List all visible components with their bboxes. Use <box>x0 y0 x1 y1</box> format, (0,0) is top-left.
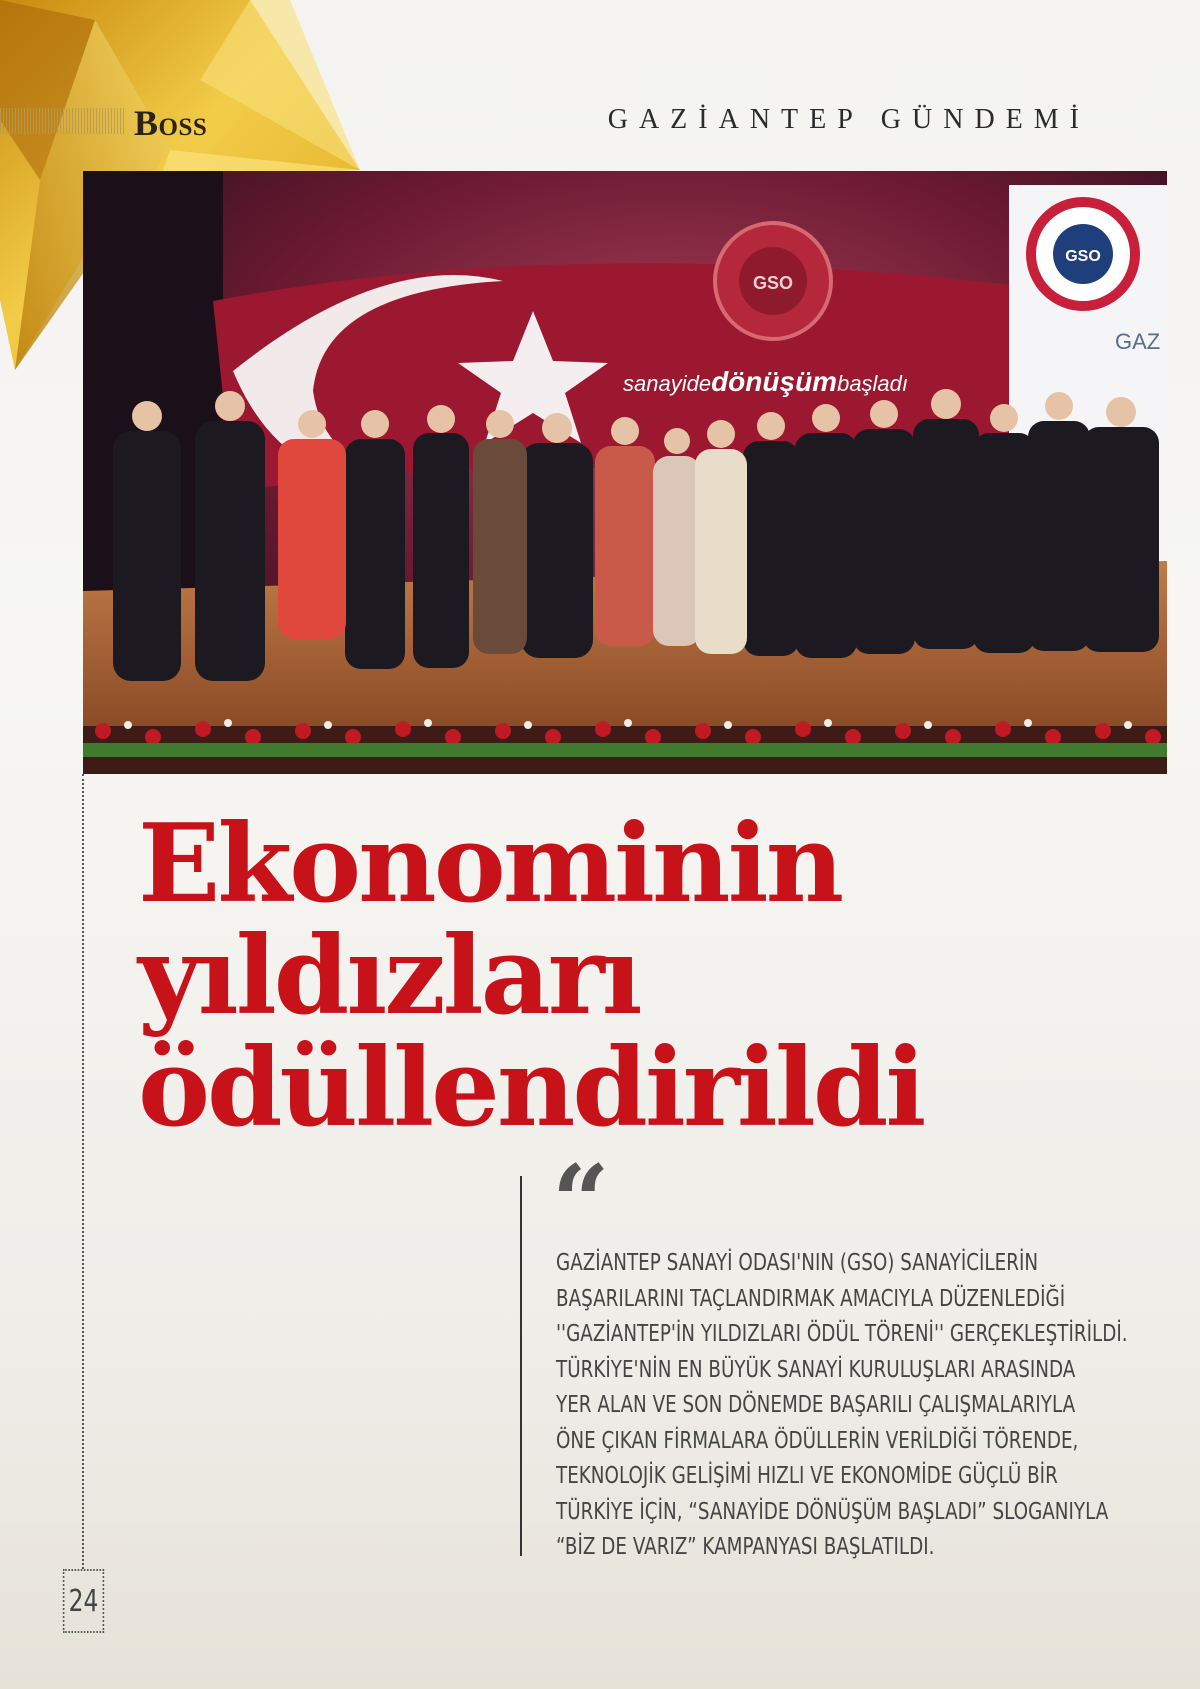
lead-line: YER ALAN VE SON DÖNEMDE BAŞARILI ÇALIŞMALARIYLA <box>556 1390 1076 1418</box>
headline-line-1: Ekonominin <box>138 801 842 927</box>
headline <box>138 801 924 1151</box>
lead-paragraph <box>556 1245 1128 1565</box>
quote-rule <box>520 1176 522 1556</box>
quote-mark-icon: “ <box>552 1143 610 1261</box>
headline-line-3: ödüllendirildi <box>138 1025 924 1151</box>
lead-line: TÜRKİYE'NİN EN BÜYÜK SANAYİ KURULUŞLARI ARASINDA <box>556 1354 1076 1383</box>
event-photo <box>83 171 1167 774</box>
lead-line: GAZİANTEP SANAYİ ODASI'NIN (GSO) SANAYİCİLERİN <box>556 1248 1039 1276</box>
page-number: 24 <box>63 1569 104 1633</box>
lead-line: ÖNE ÇIKAN FİRMALARA ÖDÜLLERİN VERİLDİĞİ TÖRENDE, <box>556 1425 1079 1454</box>
lead-line: “BİZ DE VARIZ” KAMPANYASI BAŞLATILDI. <box>556 1532 935 1560</box>
brand-logo: Boss <box>134 103 208 143</box>
gso-logo <box>715 223 831 339</box>
side-banner-text: GAZ <box>1115 329 1161 354</box>
headline-line-2: yıldızları <box>138 913 640 1039</box>
logo-center-text: GSO <box>752 273 794 293</box>
dotted-divider <box>82 774 84 1569</box>
side-logo-text: GSO <box>1065 248 1101 265</box>
lead-line: TEKNOLOJİK GELİŞİMİ HIZLI VE EKONOMİDE GÜÇLÜ BİR <box>556 1461 1058 1489</box>
lead-line: TÜRKİYE İÇİN, “SANAYİDE DÖNÜŞÜM BAŞLADI” SLOGANIYLA <box>556 1496 1109 1525</box>
lead-line: BAŞARILARINI TAÇLANDIRMAK AMACIYLA DÜZENLEDİĞİ <box>556 1283 1066 1312</box>
header-stripes <box>0 108 124 134</box>
banner-slogan: sanayidedönüşümbaşladı <box>623 366 909 397</box>
section-title: GAZİANTEP GÜNDEMİ <box>607 104 1090 135</box>
lead-line: ''GAZİANTEP'İN YILDIZLARI ÖDÜL TÖRENİ'' GERÇEKLEŞTİRİLDİ. <box>556 1319 1128 1347</box>
